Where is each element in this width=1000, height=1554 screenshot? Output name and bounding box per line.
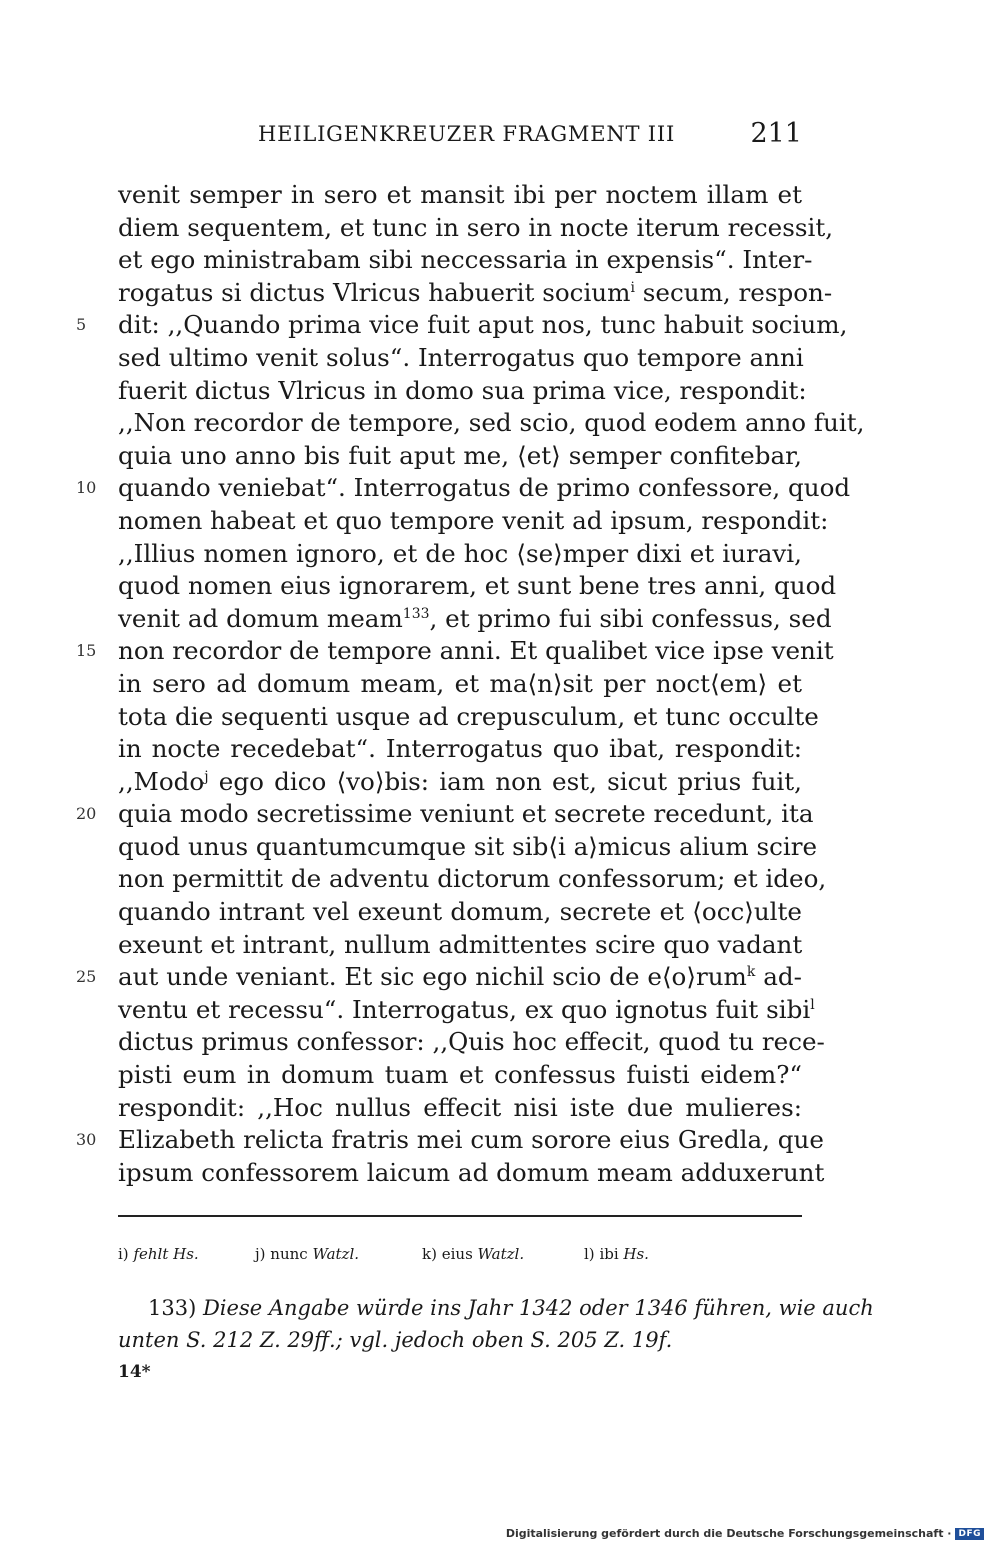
page-header: [258, 118, 802, 154]
line-number: 15: [76, 641, 97, 661]
text-line: [0, 766, 1000, 799]
text-line: [0, 570, 1000, 603]
text-line: [0, 1059, 1000, 1092]
text-line: [0, 407, 1000, 440]
line-text: quia uno anno bis fuit aput me, ⟨et⟩ semper confitebar,: [118, 440, 802, 470]
line-text: nomen habeat et quo tempore venit ad ipsum, respondit:: [118, 505, 829, 535]
text-line: [0, 831, 1000, 864]
dfg-logo-icon: DFG: [955, 1528, 984, 1540]
line-number: 10: [76, 478, 97, 498]
line-text: pisti eum in domum tuam et confessus fuisti eidem?“: [118, 1060, 802, 1090]
line-text: sed ultimo venit solus“. Interrogatus quo tempore anni: [118, 342, 804, 372]
line-text: Elizabeth relicta fratris mei cum sorore eius Gredla, que: [118, 1125, 824, 1155]
line-text: dit: ,,Quando prima vice fuit aput nos, tunc habuit socium,: [118, 310, 848, 340]
text-line: [0, 1124, 1000, 1157]
line-text: quia modo secretissime veniunt et secrete recedunt, ita: [118, 799, 814, 829]
note-reference: j: [204, 768, 209, 785]
line-number: 20: [76, 804, 97, 824]
text-line: [0, 179, 1000, 212]
text-line: [0, 668, 1000, 701]
text-line: [0, 244, 1000, 277]
footnote-line-2: unten S. 212 Z. 29ff.; vgl. jedoch oben S. 205 Z. 19f.: [118, 1328, 673, 1352]
text-line: [0, 342, 1000, 375]
line-text: non recordor de tempore anni. Et qualibet vice ipse venit: [118, 636, 834, 666]
apparatus-note-k: k) eius Watzl.: [422, 1245, 525, 1263]
footnote-number: 133): [148, 1296, 197, 1320]
line-text: ,,Modo$^j$ ego dico ⟨vo⟩bis: iam non est, sicut prius fuit,: [118, 766, 802, 796]
line-text: ipsum confessorem laicum ad domum meam adduxerunt: [118, 1157, 825, 1187]
apparatus-notes: [118, 1245, 802, 1269]
note-reference: k: [746, 964, 756, 981]
footnote-divider: [118, 1215, 802, 1217]
text-line: [0, 309, 1000, 342]
line-text: quod nomen eius ignorarem, et sunt bene tres anni, quod: [118, 571, 837, 601]
line-text: ,,Non recordor de tempore, sed scio, quod eodem anno fuit,: [118, 408, 865, 438]
note-reference: l: [810, 996, 815, 1013]
text-line: [0, 994, 1000, 1027]
text-line: [0, 635, 1000, 668]
text-line: [0, 701, 1000, 734]
text-line: [0, 896, 1000, 929]
line-text: respondit: ,,Hoc nullus effecit nisi iste due mulieres:: [118, 1092, 802, 1122]
text-line: [0, 603, 1000, 636]
line-text: quando intrant vel exeunt domum, secrete et ⟨occ⟩ulte: [118, 897, 802, 927]
signature-mark: 14*: [118, 1362, 151, 1382]
text-line: [0, 505, 1000, 538]
line-number: 5: [76, 315, 87, 335]
apparatus-note-i: i) fehlt Hs.: [118, 1245, 199, 1263]
line-text: aut unde veniant. Et sic ego nichil scio de e⟨o⟩rum$^k$ ad-: [118, 962, 802, 992]
text-line: [0, 212, 1000, 245]
text-line: [0, 375, 1000, 408]
line-text: in sero ad domum meam, et ma⟨n⟩sit per noct⟨em⟩ et: [118, 668, 802, 698]
line-number: 30: [76, 1130, 97, 1150]
text-line: [0, 538, 1000, 571]
text-line: [0, 863, 1000, 896]
text-line: [0, 1092, 1000, 1125]
apparatus-note-j: j) nunc Watzl.: [255, 1245, 360, 1263]
note-reference: 133: [402, 605, 430, 622]
line-number: 25: [76, 967, 97, 987]
apparatus-note-l: l) ibi Hs.: [584, 1245, 649, 1263]
note-reference: i: [630, 279, 635, 296]
line-text: non permittit de adventu dictorum confessorum; et ideo,: [118, 864, 827, 894]
line-text: fuerit dictus Vlricus in domo sua prima vice, respondit:: [118, 375, 807, 405]
line-text: ,,Illius nomen ignoro, et de hoc ⟨se⟩mper dixi et iuravi,: [118, 538, 802, 568]
main-text: [0, 179, 1000, 1189]
digitization-banner: [506, 1527, 984, 1540]
line-text: venit ad domum meam$^{133}$, et primo fui sibi confessus, sed: [118, 603, 832, 633]
line-text: rogatus si dictus Vlricus habuerit socium$^i$ secum, respon-: [118, 277, 833, 307]
text-line: [0, 1157, 1000, 1190]
text-line: [0, 961, 1000, 994]
line-text: quod unus quantumcumque sit sib⟨i a⟩micus alium scire: [118, 831, 818, 861]
text-line: [0, 440, 1000, 473]
line-text: quando veniebat“. Interrogatus de primo confessore, quod: [118, 473, 851, 503]
text-line: [0, 1026, 1000, 1059]
text-line: [0, 733, 1000, 766]
line-text: in nocte recedebat“. Interrogatus quo ibat, respondit:: [118, 734, 802, 764]
text-line: [0, 472, 1000, 505]
line-text: exeunt et intrant, nullum admittentes scire quo vadant: [118, 929, 803, 959]
line-text: ventu et recessu“. Interrogatus, ex quo ignotus fuit sibi$^l$: [118, 994, 815, 1024]
page-number: 211: [750, 118, 802, 149]
line-text: tota die sequenti usque ad crepusculum, et tunc occulte: [118, 701, 819, 731]
text-line: [0, 929, 1000, 962]
footnote-133: [118, 1292, 874, 1356]
line-text: et ego ministrabam sibi neccessaria in expensis“. Inter-: [118, 245, 813, 275]
line-text: diem sequentem, et tunc in sero in nocte iterum recessit,: [118, 212, 834, 242]
text-line: [0, 277, 1000, 310]
line-text: dictus primus confessor: ,,Quis hoc effecit, quod tu rece-: [118, 1027, 825, 1057]
running-title: HEILIGENKREUZER FRAGMENT III: [258, 122, 676, 146]
banner-text: Digitalisierung gefördert durch die Deutsche Forschungsgemeinschaft ·: [505, 1527, 952, 1540]
text-line: [0, 798, 1000, 831]
footnote-line-1: 133) Diese Angabe würde ins Jahr 1342 oder 1346 führen, wie auch: [148, 1296, 874, 1320]
line-text: venit semper in sero et mansit ibi per noctem illam et: [118, 180, 802, 209]
